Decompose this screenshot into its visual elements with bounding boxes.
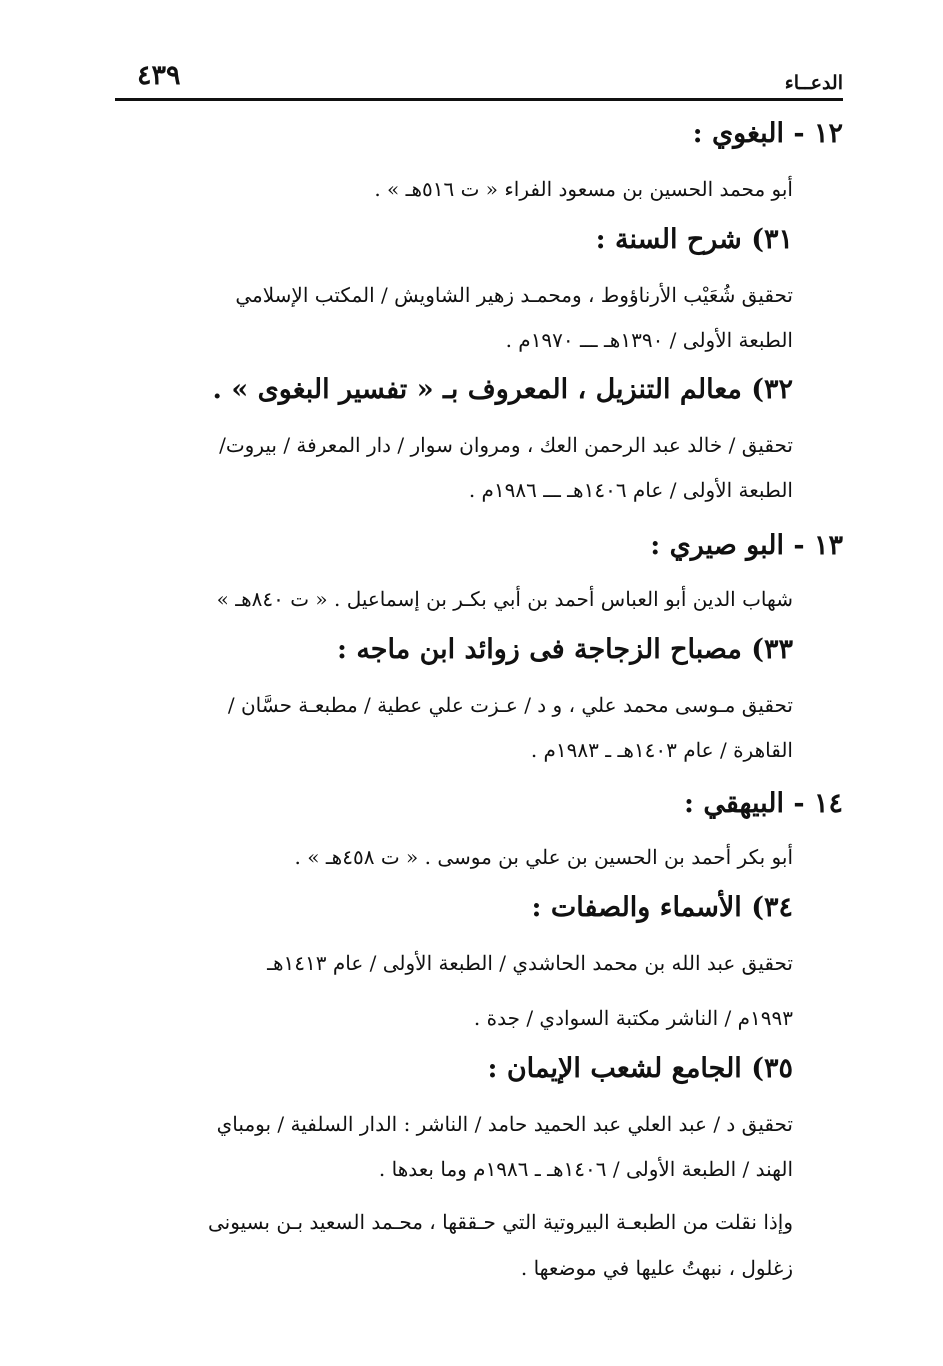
book-title: ٣٥) الجامع لشعب الإيمان : bbox=[487, 1053, 793, 1084]
author-description: أبو بكر أحمد بن الحسين بن علي بن موسى . « ت ٤٥٨هـ » . bbox=[294, 845, 793, 869]
book-details: تحقيق شُعَيْب الأرناؤوط ، ومحمـد زهير الشاويش / المكتب الإسلامي bbox=[235, 283, 793, 307]
book-details: الهند / الطبعة الأولى / ١٤٠٦هـ ـ ١٩٨٦م وما بعدها . bbox=[378, 1157, 793, 1181]
author-heading: ١٤ - البيهقي : bbox=[683, 788, 843, 819]
book-title: ٣٣) مصباح الزجاجة فى زوائد ابن ماجه : bbox=[336, 634, 793, 665]
book-details: الطبعة الأولى / عام ١٤٠٦هـ ـــ ١٩٨٦م . bbox=[468, 478, 793, 502]
book-details: القاهرة / عام ١٤٠٣هـ ـ ١٩٨٣م . bbox=[530, 738, 793, 762]
footnote-text: زغلول ، نبهتُ عليها في موضعها . bbox=[520, 1256, 793, 1280]
book-details: الطبعة الأولى / ١٣٩٠هـ ـــ ١٩٧٠م . bbox=[505, 328, 793, 352]
author-description: أبو محمد الحسين بن مسعود الفراء « ت ٥١٦هـ » . bbox=[374, 177, 793, 201]
author-heading: ١٢ - البغوي : bbox=[692, 118, 843, 149]
book-details: ١٩٩٣م / الناشر مكتبة السوادي / جدة . bbox=[473, 1006, 793, 1030]
page-header bbox=[115, 58, 843, 101]
running-title: الدعــاء bbox=[784, 72, 843, 94]
page-number: ٤٣٩ bbox=[137, 60, 181, 91]
book-details: تحقيق د / عبد العلي عبد الحميد حامد / الناشر : الدار السلفية / بومباي bbox=[216, 1112, 793, 1136]
book-title: ٣٢) معالم التنزيل ، المعروف بـ « تفسير البغوى » . bbox=[212, 374, 793, 405]
author-description: شهاب الدين أبو العباس أحمد بن أبي بكـر بن إسماعيل . « ت ٨٤٠هـ » bbox=[216, 587, 793, 611]
book-title: ٣١) شرح السنة : bbox=[595, 224, 793, 255]
book-details: تحقيق / خالد عبد الرحمن العك ، ومروان سوار / دار المعرفة / بيروت/ bbox=[219, 433, 793, 457]
book-details: تحقيق مـوسى محمد علي ، و د / عـزت علي عطية / مطبعـة حسَّان / bbox=[227, 693, 793, 717]
book-details: تحقيق عبد الله بن محمد الحاشدي / الطبعة الأولى / عام ١٤١٣هـ bbox=[267, 951, 793, 975]
book-title: ٣٤) الأسماء والصفات : bbox=[531, 892, 793, 923]
footnote-text: وإذا نقلت من الطبعـة البيروتية التي حـققها ، محـمد السعيد بـن بسيونى bbox=[207, 1210, 793, 1234]
author-heading: ١٣ - البو صيري : bbox=[650, 530, 843, 561]
